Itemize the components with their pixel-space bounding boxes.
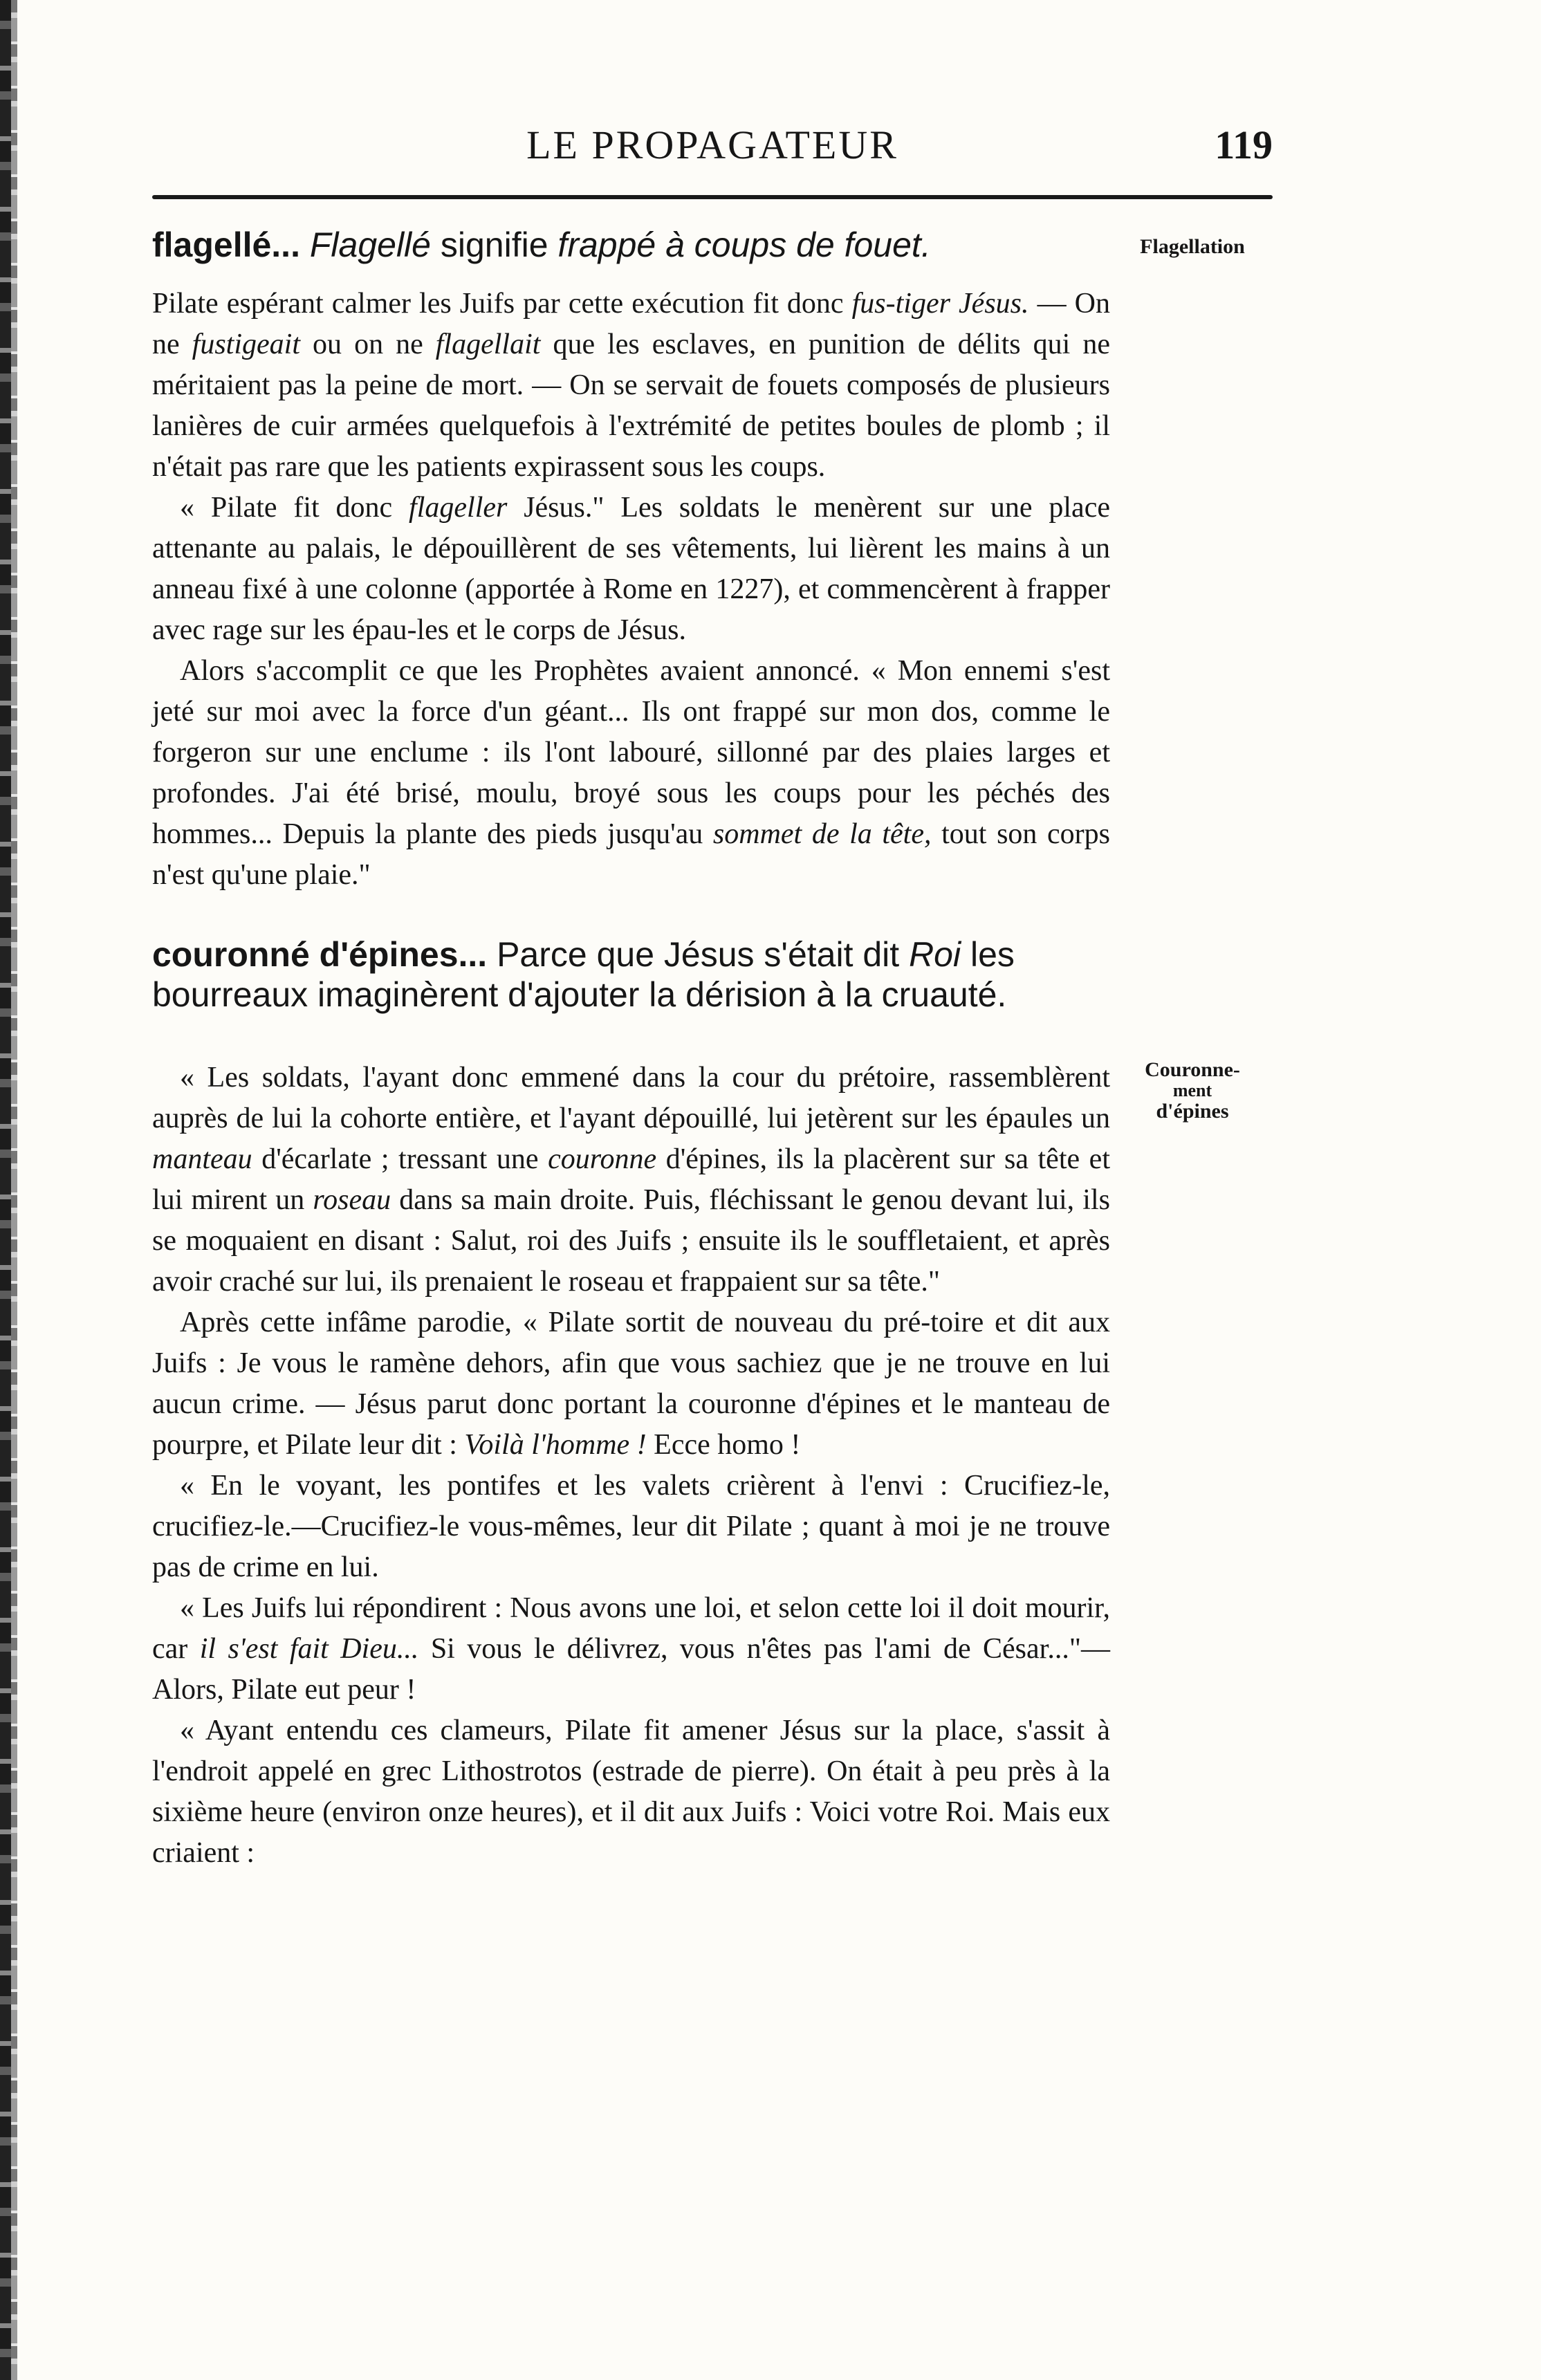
heading-definition: frappé à coups de fouet. bbox=[557, 225, 931, 264]
margin-note-line: Couronne- bbox=[1145, 1058, 1240, 1081]
text-run: « Les Juifs lui répondirent : Nous avons une loi, et selon cette loi il doit mourir, car bbox=[152, 1592, 1110, 1665]
text-run: Pilate espérant calmer les Juifs par cette exécution fit donc bbox=[152, 288, 852, 320]
header-rule bbox=[152, 195, 1273, 199]
paragraph: « Ayant entendu ces clameurs, Pilate fit amener Jésus sur la place, s'assit à l'endroit appelé en grec Lithostrotos (estrade de pierre). On était à peu près à la sixième heure (environ onze heures), et il dit aux Juifs : Voici votre Roi. Mais eux criaient : bbox=[152, 1715, 1110, 1869]
heading-lead: flagellé... bbox=[152, 225, 300, 264]
text-run: « Pilate fit donc bbox=[180, 492, 409, 524]
text-italic: fustigeait bbox=[192, 329, 301, 360]
paragraph: « En le voyant, les pontifes et les valets crièrent à l'envi : Crucifiez-le, crucifiez-le.—Crucifiez-le vous-mêmes, leur dit Pilate ; quant à moi je ne trouve pas de crime en lui. bbox=[152, 1470, 1110, 1583]
paragraph bbox=[152, 284, 1110, 488]
heading-text: signifie bbox=[430, 225, 558, 264]
text-run: tout son corps n'est qu'une plaie." bbox=[152, 818, 1110, 891]
heading-term: Roi bbox=[909, 935, 961, 974]
book-spine-shadow bbox=[11, 0, 17, 2380]
margin-note-flagellation bbox=[1112, 235, 1273, 259]
heading-term: Flagellé bbox=[309, 225, 431, 264]
heading-text: Parce que Jésus s'était dit bbox=[487, 935, 910, 974]
paragraph bbox=[152, 488, 1110, 651]
running-title: LE PROPAGATEUR bbox=[526, 122, 898, 167]
text-run: d'épines, ils la placèrent sur sa tête et lui mirent un bbox=[152, 1143, 1110, 1216]
page-body bbox=[152, 221, 1110, 1874]
heading-lead: couronné d'épines... bbox=[152, 935, 488, 974]
book-spine-edge bbox=[0, 0, 11, 2380]
paragraph bbox=[152, 1058, 1110, 1302]
text-italic: flagellait bbox=[435, 329, 541, 360]
text-run: Si vous le délivrez, vous n'êtes pas l'ami de César..."— Alors, Pilate eut peur ! bbox=[152, 1633, 1110, 1706]
text-run: ou on ne bbox=[300, 329, 436, 360]
text-italic: roseau bbox=[313, 1184, 391, 1216]
text-italic: sommet de la tête, bbox=[712, 818, 932, 850]
heading-text: les bourreaux imaginèrent d'ajouter la dérision à la cruauté. bbox=[152, 935, 1015, 1014]
margin-note-line: d'épines bbox=[1156, 1100, 1229, 1123]
text-run: dans sa main droite. Puis, fléchissant le genou devant lui, ils se moquaient en disant : Salut, roi des Juifs ; ensuite ils le souffletaient, et après avoir craché sur lui, ils prenaient le roseau et frappaient sur sa tête." bbox=[152, 1184, 1110, 1298]
text-run: Ecce homo ! bbox=[646, 1429, 801, 1461]
margin-note-couronnement bbox=[1112, 1058, 1273, 1123]
margin-note-line: ment bbox=[1172, 1080, 1212, 1100]
text-run: Après cette infâme parodie, « Pilate sortit de nouveau du pré-toire et dit aux Juifs : Je vous le ramène dehors, afin que vous sachiez que je ne trouve en lui aucun crime. — Jésus parut donc portant la couronne d'épines et le manteau de pourpre, et Pilate leur dit : bbox=[152, 1307, 1110, 1461]
margin-note-text: Flagellation bbox=[1140, 235, 1245, 258]
paragraph bbox=[152, 651, 1110, 896]
section-heading-couronne bbox=[152, 934, 1110, 1015]
text-run: « Les soldats, l'ayant donc emmené dans la cour du prétoire, rassemblèrent auprès de lui la cohorte entière, et l'ayant dépouillé, lui jetèrent sur les épaules un bbox=[152, 1062, 1110, 1134]
text-italic: Voilà l'homme ! bbox=[464, 1429, 647, 1461]
text-italic: couronne bbox=[548, 1143, 657, 1175]
text-run: Jésus." Les soldats le menèrent sur une place attenante au palais, le dépouillèrent de ses vêtements, lui lièrent les mains à un anneau fixé à une colonne (apportée à Rome en 1227), et commencèrent à frapper avec rage sur les épau-les et le corps de Jésus. bbox=[152, 492, 1110, 646]
paragraph bbox=[152, 1302, 1110, 1466]
section-heading-flagelle bbox=[152, 221, 1110, 268]
text-italic: manteau bbox=[152, 1143, 252, 1175]
text-run: — On ne bbox=[152, 288, 1110, 360]
text-italic: fus-tiger Jésus. bbox=[851, 288, 1029, 320]
paragraph bbox=[152, 1588, 1110, 1710]
text-italic: il s'est fait Dieu... bbox=[199, 1633, 419, 1665]
text-run: que les esclaves, en punition de délits qui ne méritaient pas la peine de mort. — On se servait de fouets composés de plusieurs lanières de cuir armées quelquefois à l'extrémité de petites boules de plomb ; il n'était pas rare que les patients expirassent sous les coups. bbox=[152, 329, 1110, 483]
text-run: Alors s'accomplit ce que les Prophètes avaient annoncé. « Mon ennemi s'est jeté sur moi avec la force d'un géant... Ils ont frappé sur mon dos, comme le forgeron sur une enclume : ils l'ont labouré, sillonné par des plaies larges et profondes. J'ai été brisé, moulu, broyé sous les coups pour les péchés des hommes... Depuis la plante des pieds jusqu'au bbox=[152, 655, 1110, 850]
page-number: 119 bbox=[1215, 122, 1273, 167]
page-header bbox=[152, 118, 1273, 173]
text-italic: flageller bbox=[409, 492, 508, 524]
text-run: d'écarlate ; tressant une bbox=[252, 1143, 548, 1175]
